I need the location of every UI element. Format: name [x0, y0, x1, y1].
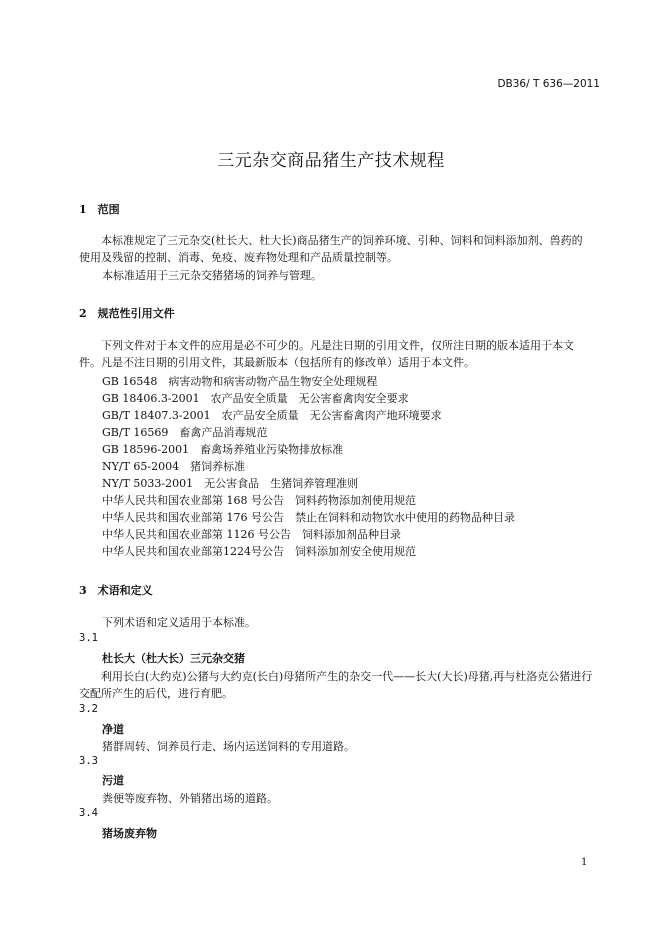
ref-item: NY/T 65-2004 猪饲养标准 — [102, 460, 246, 473]
section-3-heading: 3 术语和定义 — [79, 584, 153, 597]
ref-item: GB 16548 病害动物和病害动物产品生物安全处理规程 — [102, 375, 378, 388]
ref-item: GB 18406.3-2001 农产品安全质量 无公害畜禽肉安全要求 — [102, 392, 409, 405]
ref-item: 中华人民共和国农业部第1224号公告 饲料添加剂安全使用规范 — [102, 545, 416, 558]
section-2-intro: 下列文件对于本文件的应用是必不可少的。凡是注日期的引用文件，仅所注日期的版本适用于本文件。凡是不注日期的引用文件，其最新版本（包括所有的修改单）适用于本文件。 — [79, 339, 574, 369]
term-title: 净道 — [102, 723, 124, 736]
section-3-intro: 下列术语和定义适用于本标准。 — [102, 616, 256, 629]
term-number: 3.4 — [79, 807, 98, 819]
section-1-para-2: 本标准适用于三元杂交猪猪场的饲养与管理。 — [102, 269, 322, 282]
ref-item: 中华人民共和国农业部第 168 号公告 饲料药物添加剂使用规范 — [102, 494, 416, 507]
section-2-heading: 2 规范性引用文件 — [79, 307, 175, 320]
term-definition: 粪便等废弃物、外销猪出场的道路。 — [102, 792, 278, 805]
ref-item: GB/T 18407.3-2001 农产品安全质量 无公害畜禽肉产地环境要求 — [102, 409, 442, 422]
ref-item: NY/T 5033-2001 无公害食品 生猪饲养管理准则 — [102, 477, 359, 490]
ref-item: 中华人民共和国农业部第 1126 号公告 饲料添加剂品种目录 — [102, 528, 401, 541]
term-definition: 猪群周转、饲养员行走、场内运送饲料的专用道路。 — [102, 740, 355, 753]
page-number: 1 — [581, 857, 588, 868]
term-title: 污道 — [102, 774, 124, 787]
term-number: 3.1 — [79, 632, 98, 644]
section-1-heading: 1 范围 — [79, 203, 120, 216]
term-title: 杜长大（杜大长）三元杂交猪 — [102, 652, 245, 665]
standard-code: DB36/ T 636—2011 — [497, 78, 600, 90]
section-1-para-1: 本标准规定了三元杂交(杜长大、杜大长)商品猪生产的饲养环境、引种、饲料和饲料添加剂、兽药的使用及残留的控制、消毒、免疫、废弃物处理和产品质量控制等。 — [79, 234, 583, 264]
term-number: 3.3 — [79, 755, 98, 767]
term-title: 猪场废弃物 — [102, 827, 157, 840]
document-title: 三元杂交商品猪生产技术规程 — [217, 151, 445, 171]
term-number: 3.2 — [79, 703, 98, 715]
term-definition: 利用长白(大约克)公猪与大约克(长白)母猪所产生的杂交一代——长大(大长)母猪,再与杜洛克公猪进行交配所产生的后代，进行育肥。 — [79, 670, 593, 700]
ref-item: GB 18596-2001 畜禽场养殖业污染物排放标准 — [102, 443, 344, 456]
ref-item: 中华人民共和国农业部第 176 号公告 禁止在饲料和动物饮水中使用的药物品种目录 — [102, 511, 515, 524]
ref-item: GB/T 16569 畜禽产品消毒规范 — [102, 426, 268, 439]
